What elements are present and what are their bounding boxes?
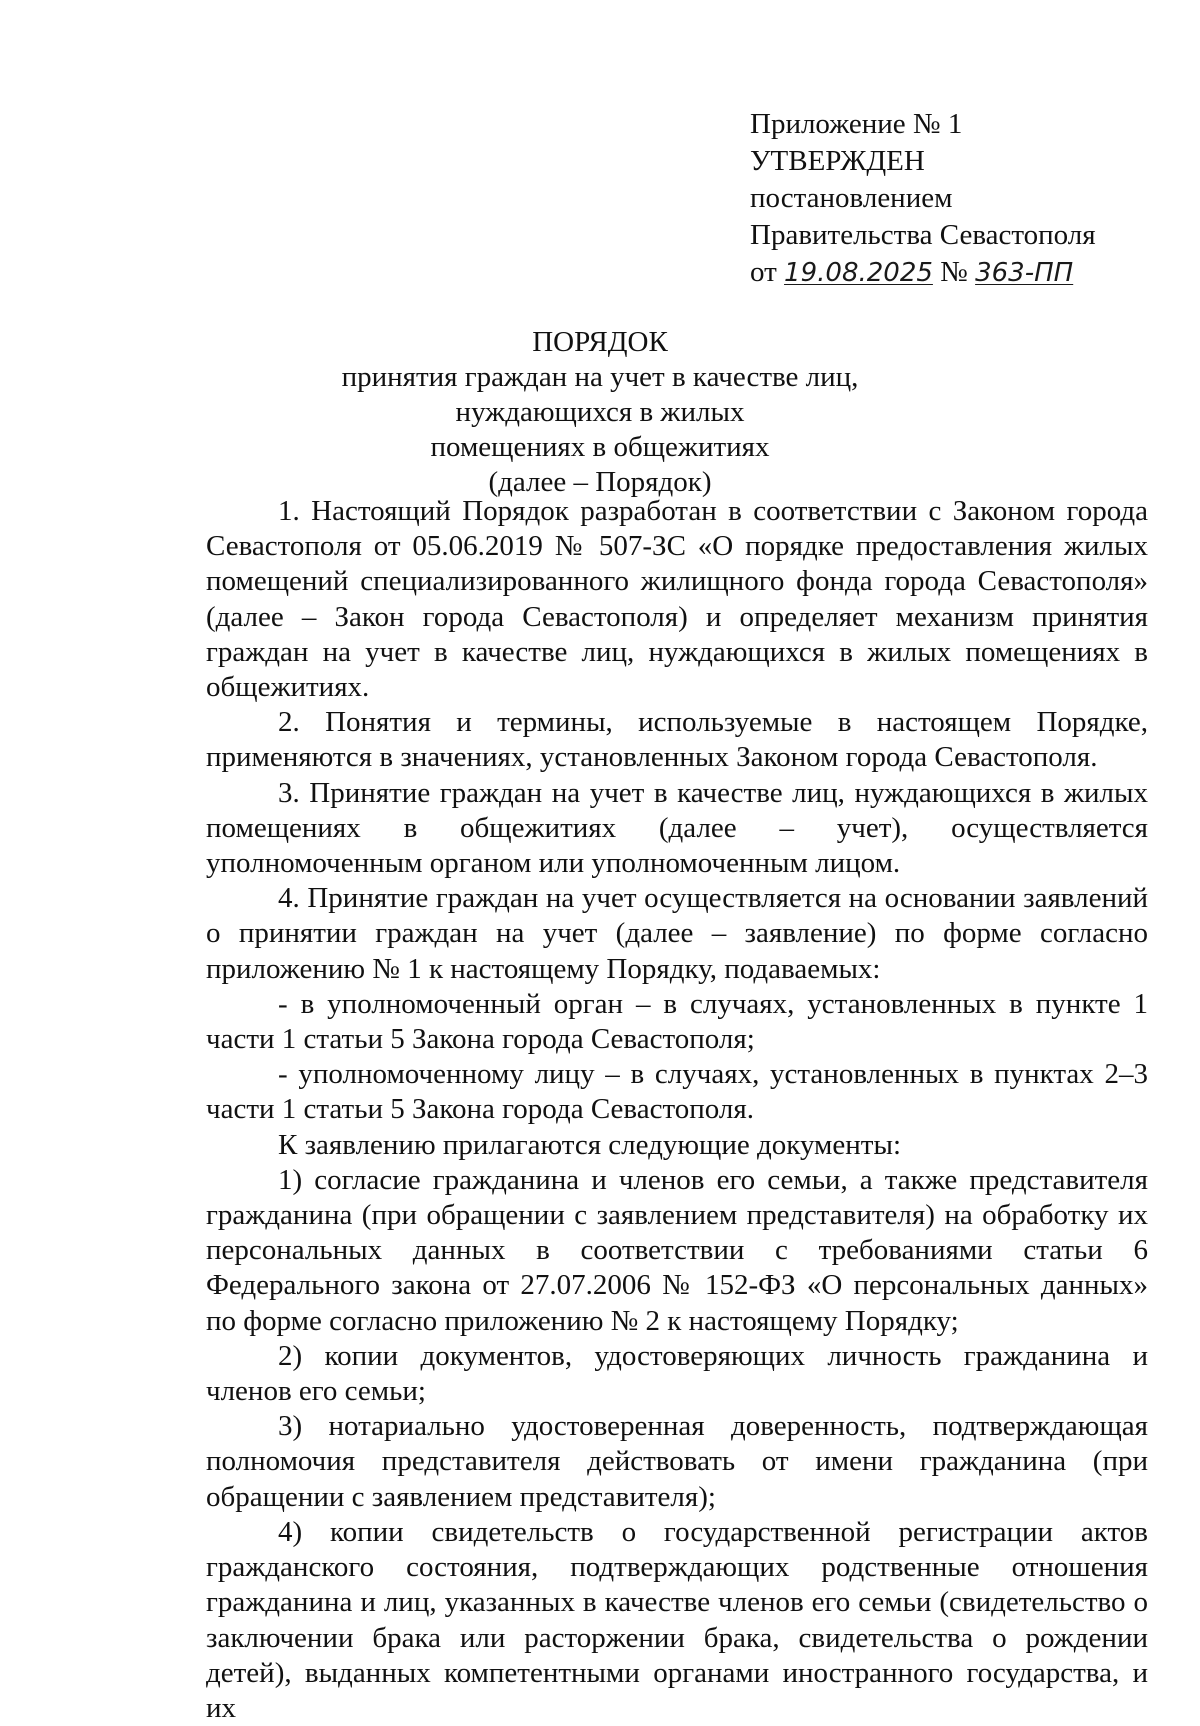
approval-stamp-block	[750, 106, 1150, 292]
number-sign: №	[940, 256, 968, 288]
paragraph-4: 4. Принятие граждан на учет осуществляется на основании заявлений о принятии граждан на учет (далее – заявление) по форме согласно приложению № 1 к настоящему Порядку, подаваемых:	[206, 882, 1148, 985]
paragraph-3: 3. Принятие граждан на учет в качестве лиц, нуждающихся в жилых помещениях в общежитиях (далее – учет), осуществляется уполномоченным органом или уполномоченным лицом.	[206, 776, 1148, 880]
document-body	[206, 494, 1148, 1726]
document-heading: ПОРЯДОК	[532, 326, 668, 358]
appendix-label: Приложение № 1	[750, 108, 963, 140]
handwritten-date: 19.08.2025	[784, 258, 933, 288]
paragraph-1: 1. Настоящий Порядок разработан в соответствии с Законом города Севастополя от 05.06.2019 № 507-ЗС «О порядке предоставления жилых помещений специализированного жилищного фонда города Севастополя» (далее – Закон города Севастополя) и определяет механизм принятия граждан на учет в качестве лиц, нуждающихся в жилых помещениях в общежитиях.	[206, 495, 1148, 704]
list-item-authorized-body: - в уполномоченный орган – в случаях, установленных в пункте 1 части 1 статьи 5 Закона города Севастополя;	[206, 987, 1148, 1056]
approved-label: УТВЕРЖДЕН	[750, 145, 925, 177]
resolution-label: постановлением	[750, 182, 953, 214]
handwritten-number: 363-ПП	[975, 258, 1074, 288]
document-item-4: 4) копии свидетельств о государственной регистрации актов гражданского состояния, подтверждающих родственные отношения гражданина и лиц, указанных в качестве членов его семьи (свидетельство о заключении брака или расторжении брака, свидетельства о рождении детей), выданных компетентными органами иностранного государства, и их	[206, 1515, 1148, 1724]
title-line-1: принятия граждан на учет в качестве лиц, нуждающихся в жилых	[341, 361, 859, 428]
title-line-2: помещениях в общежитиях	[430, 431, 770, 463]
document-title-block	[250, 325, 950, 500]
paragraph-2: 2. Понятия и термины, используемые в настоящем Порядке, применяются в значениях, установленных Законом города Севастополя.	[206, 706, 1148, 774]
document-item-2: 2) копии документов, удостоверяющих личность гражданина и членов его семьи;	[206, 1339, 1148, 1408]
document-item-3: 3) нотариально удостоверенная доверенность, подтверждающая полномочия представителя действовать от имени гражданина (при обращении с заявлением представителя);	[206, 1410, 1148, 1513]
list-item-authorized-person: - уполномоченному лицу – в случаях, установленных в пунктах 2–3 части 1 статьи 5 Закона города Севастополя.	[206, 1058, 1148, 1126]
government-label: Правительства Севастополя	[750, 219, 1096, 251]
title-line-3: (далее – Порядок)	[488, 466, 712, 498]
documents-intro: К заявлению прилагаются следующие документы:	[278, 1128, 902, 1161]
document-item-1: 1) согласие гражданина и членов его семьи, а также представителя гражданина (при обращении с заявлением представителя) на обработку их персональных данных в соответствии с требованиями статьи 6 Федерального закона от 27.07.2006 № 152-ФЗ «О персональных данных» по форме согласно приложению № 2 к настоящему Порядку;	[206, 1163, 1148, 1337]
date-prefix: от	[750, 256, 777, 288]
approval-date-line	[750, 254, 1150, 292]
